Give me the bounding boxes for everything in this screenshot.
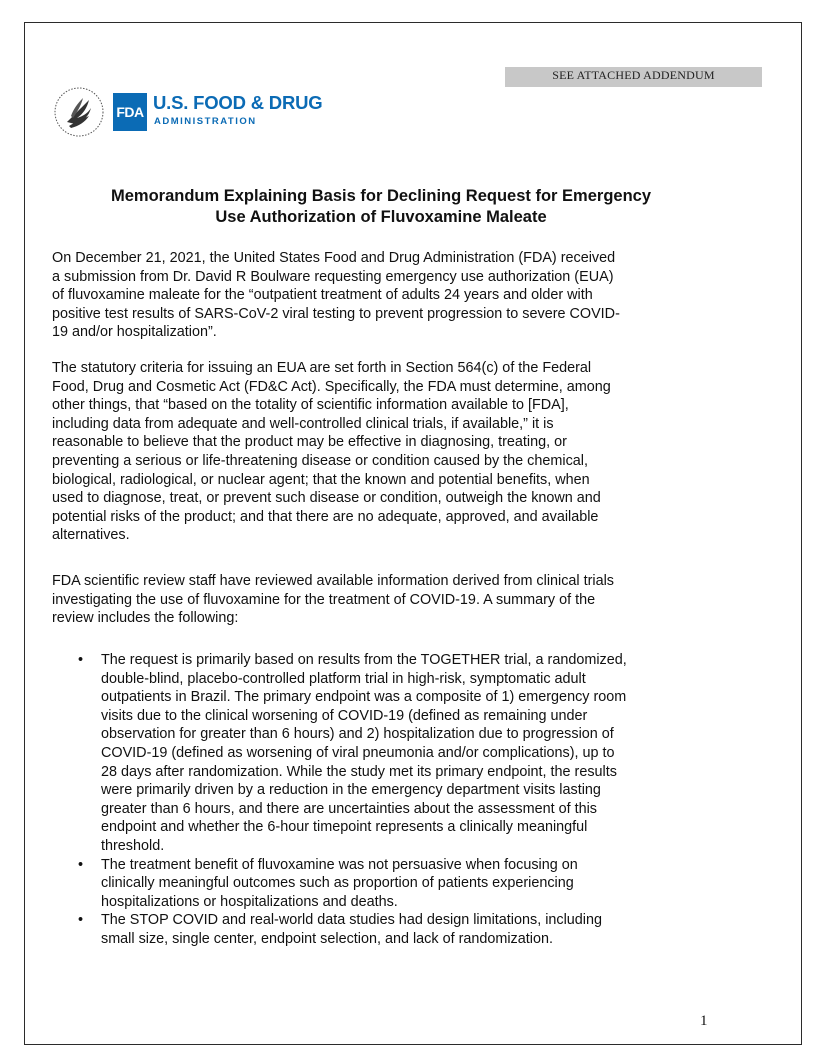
memo-title-line: Memorandum Explaining Basis for Declining Request for Emergency (110, 187, 652, 205)
list-item-line: 28 days after randomization. While the study met its primary endpoint, the results (101, 763, 617, 780)
paragraph-line: other things, that “based on the totality of scientific information available to [FDA], (52, 397, 569, 414)
paragraph-line: preventing a serious or life-threatening disease or condition caused by the chemical, (52, 452, 588, 469)
list-item-line: COVID-19 (defined as worsening of viral pneumonia and/or complications), up to (101, 744, 615, 761)
list-item-line: observation for greater than 6 hours) and 2) hospitalization due to progression of (101, 726, 614, 743)
paragraph-line: 19 and/or hospitalization”. (52, 324, 217, 341)
agency-name: U.S. FOOD & DRUG (153, 92, 323, 113)
paragraph-criteria (52, 359, 722, 545)
agency-subtitle: ADMINISTRATION (154, 116, 257, 127)
list-item-line: The request is primarily based on results from the TOGETHER trial, a randomized, (101, 652, 627, 668)
list-item-line: double-blind, placebo-controlled platform trial in high-risk, symptomatic adult (101, 670, 586, 687)
paragraph-line: biological, radiological, or nuclear agent; that the known and potential benefits, when (52, 471, 590, 488)
list-item-line: threshold. (101, 837, 165, 854)
bullet-marker: • (78, 912, 84, 929)
paragraph-line: Food, Drug and Cosmetic Act (FD&C Act). Specifically, the FDA must determine, among (52, 378, 611, 395)
list-item-line: The treatment benefit of fluvoxamine was not persuasive when focusing on (101, 856, 578, 873)
paragraph-line: review includes the following: (52, 610, 239, 627)
paragraph-review (52, 572, 722, 628)
bullet-marker: • (78, 652, 84, 668)
paragraph-line: potential risks of the product; and that there are no adequate, approved, and available (52, 508, 599, 525)
addendum-banner: SEE ATTACHED ADDENDUM (505, 67, 762, 87)
paragraph-line: On December 21, 2021, the United States Food and Drug Administration (FDA) received (52, 250, 616, 266)
list-item-line: The STOP COVID and real-world data studies had design limitations, including (101, 912, 603, 929)
list-item-line: endpoint and whether the 6-hour timepoint represents a clinically meaningful (101, 819, 588, 836)
paragraph-line: FDA scientific review staff have reviewed available information derived from clinical trials (52, 573, 615, 589)
list-item-line: hospitalizations or hospitalizations and deaths. (101, 893, 398, 910)
paragraph-line: The statutory criteria for issuing an EUA are set forth in Section 564(c) of the Federal (52, 360, 592, 376)
list-item-line: visits due to the clinical worsening of COVID-19 (defined as remaining under (101, 707, 588, 724)
hhs-eagle-icon (53, 86, 105, 138)
list-item-line: small size, single center, endpoint selection, and lack of randomization. (101, 930, 553, 947)
memo-title-line: Use Authorization of Fluvoxamine Maleate (215, 208, 547, 226)
paragraph-line: alternatives. (52, 527, 130, 544)
paragraph-line: investigating the use of fluvoxamine for the treatment of COVID-19. A summary of the (52, 591, 596, 608)
list-item-line: were primarily driven by a reduction in the emergency department visits lasting (101, 782, 601, 799)
fda-logo (53, 86, 333, 138)
paragraph-line: positive test results of SARS-CoV-2 viral testing to prevent progression to severe COVID- (52, 305, 620, 322)
review-summary-list (52, 651, 722, 949)
paragraph-line: a submission from Dr. David R Boulware requesting emergency use authorization (EUA) (52, 268, 614, 285)
list-item (52, 856, 722, 912)
list-item (52, 911, 722, 948)
list-item-line: greater than 6 hours, and there are uncertainties about the assessment of this (101, 800, 597, 817)
fda-badge: FDA (113, 93, 147, 131)
list-item-line: clinically meaningful outcomes such as proportion of patients experiencing (101, 875, 574, 892)
paragraph-line: of fluvoxamine maleate for the “outpatient treatment of adults 24 years and older with (52, 287, 593, 304)
page-number: 1 (700, 1013, 708, 1029)
paragraph-line: reasonable to believe that the product may be effective in diagnosing, treating, or (52, 434, 567, 451)
paragraph-submission (52, 249, 722, 342)
paragraph-line: used to diagnose, treat, or prevent such disease or condition, outweigh the known and (52, 490, 601, 507)
bullet-marker: • (78, 856, 84, 873)
memo-title (52, 186, 710, 228)
list-item (52, 651, 722, 856)
paragraph-line: including data from adequate and well-controlled clinical trials, if available,” it is (52, 415, 554, 432)
list-item-line: outpatients in Brazil. The primary endpoint was a composite of 1) emergency room (101, 689, 627, 706)
